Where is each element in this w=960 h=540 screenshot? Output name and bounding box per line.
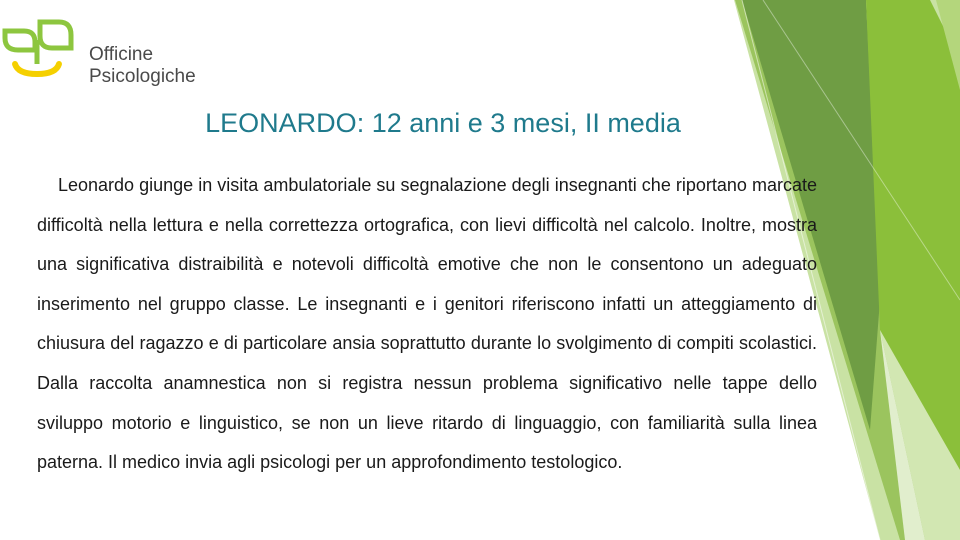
brand-line-2: Psicologiche bbox=[89, 66, 196, 87]
slide-title bbox=[0, 106, 886, 140]
officine-psicologiche-logo-icon bbox=[2, 18, 78, 82]
brand-line-1: Officine bbox=[89, 44, 154, 65]
brand-name bbox=[89, 44, 196, 88]
patient-name: LEONARDO bbox=[205, 108, 357, 138]
case-description: Leonardo giunge in visita ambulatoriale su segnalazione degli insegnanti che riportano marcate difficoltà nella lettura e nella correttezza ortografica, con lievi difficoltà nel calcolo. Inoltre, mostra una significativa distraibilità e notevoli difficoltà emotive che non le consentono un adeguato inserimento nel gruppo classe. Le insegnanti e i genitori riferiscono infatti un atteggiamento di chiusura del ragazzo e di particolare ansia soprattutto durante lo svolgimento di compiti scolastici. Dalla raccolta anamnestica non si registra nessun problema significativo nelle tappe dello sviluppo motorio e linguistico, se non un lieve ritardo di linguaggio, con familiarità sulla linea paterna. Il medico invia agli psicologi per un approfondimento testologico. bbox=[37, 175, 817, 473]
logo bbox=[2, 18, 202, 87]
title-details: : 12 anni e 3 mesi, II media bbox=[356, 108, 681, 138]
